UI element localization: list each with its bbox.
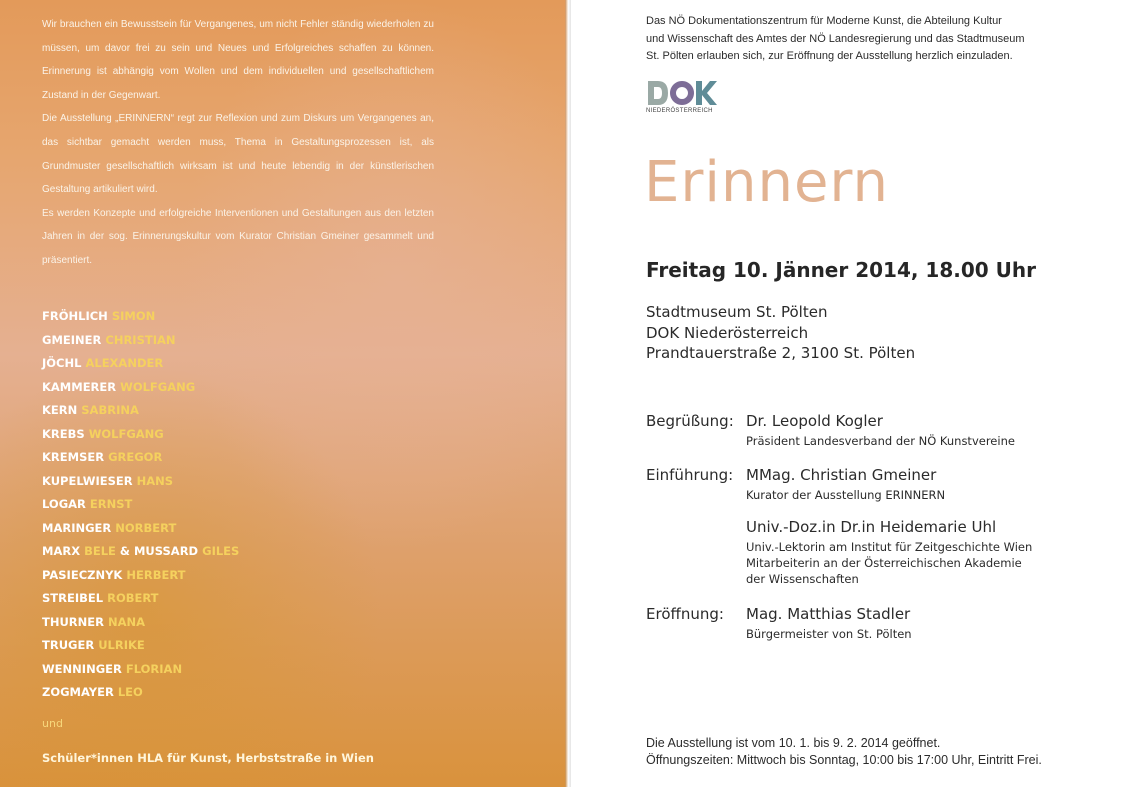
artist-list [42,305,239,705]
footer-line: Öffnungszeiten: Mittwoch bis Sonntag, 10:00 bis 17:00 Uhr, Eintritt Frei. [646,752,1042,767]
header-line: und Wissenschaft des Amtes der NÖ Landesregierung und das Stadtmuseum [646,32,1025,45]
artist-item: THURNER NANA [42,614,146,629]
artist-item: MARINGER NORBERT [42,520,177,535]
artist-item: KAMMERER WOLFGANG [42,379,196,394]
venue-line: Prandtauerstraße 2, 3100 St. Pölten [646,344,916,362]
artist-item: STREIBEL ROBERT [42,591,159,605]
artist-item: MARX BELE & MUSSARD GILES [42,544,240,558]
footer-line: Die Ausstellung ist vom 10. 1. bis 9. 2. 2014 geöffnet. [646,736,941,750]
artist-item: KERN SABRINA [42,403,139,417]
artist-item: PASIECZNYK HERBERT [42,567,186,582]
artist-item: JÖCHL ALEXANDER [42,356,164,370]
intro-paragraph-1: Wir brauchen ein Bewusstsein für Vergangenes, um nicht Fehler ständig wiederholen zu müssen, um davor frei zu sein und Neues und Erfolgreiches schaffen zu können. Erinnerung ist abhängig vom Wollen und dem individuellen und gesellschaftlichem Zustand in der Gegenwart. [42,19,434,101]
speaker-name: Dr. Leopold Kogler [746,412,883,430]
right-panel [571,0,1127,787]
artist-item: FRÖHLICH SIMON [42,309,156,323]
artist-item: KUPELWIESER HANS [42,473,174,488]
artist-item: GMEINER CHRISTIAN [42,332,176,347]
exhibition-title: Erinnern [644,150,889,215]
program-label: Einführung: [646,466,734,484]
artist-item: KREBS WOLFGANG [42,426,164,441]
logo-subtitle: NIEDERÖSTERREICH [646,108,713,114]
artist-item: LOGAR ERNST [42,497,133,511]
artist-item: TRUGER ULRIKE [42,638,145,652]
intro-paragraph-2: Die Ausstellung „ERINNERN“ regt zur Reflexion und zum Diskurs um Vergangenes an, das sichtbar gemacht werden muss, Thema in Gestaltungsprozessen ist, als Grundmuster gesellschaftlich wirksam ist und heute lebendig in der künstlerischen Gestaltung artikuliert wird. [42,113,434,196]
speaker-name: Mag. Matthias Stadler [746,605,911,623]
event-date: Freitag 10. Jänner 2014, 18.00 Uhr [646,258,1036,282]
speaker-role: Bürgermeister von St. Pölten [746,627,912,641]
intro-paragraph-3: Es werden Konzepte und erfolgreiche Interventionen und Gestaltungen aus den letzten Jahren in der sog. Erinnerungskultur vom Kurator Christian Gmeiner gesammelt und präsentiert. [42,207,434,266]
speaker-role: Kurator der Ausstellung ERINNERN [746,488,946,502]
header-line: St. Pölten erlauben sich, zur Eröffnung der Ausstellung herzlich einzuladen. [646,50,1013,62]
intro-text [42,13,434,273]
speaker-name: MMag. Christian Gmeiner [746,466,937,484]
speaker-role: Univ.-Lektorin am Institut für Zeitgeschichte Wien Mitarbeiterin an der Österreichischen Akademie der Wissenschaften [746,540,1033,586]
venue-line: Stadtmuseum St. Pölten [646,303,828,321]
opening-info [646,735,1042,768]
artist-item: WENNINGER FLORIAN [42,661,183,676]
venue-line: DOK Niederösterreich [646,323,809,342]
und-text: und [42,717,63,730]
artist-item: ZOGMAYER LEO [42,685,143,699]
speaker-name: Univ.-Doz.in Dr.in Heidemarie Uhl [746,518,997,536]
school-credit: Schüler*innen HLA für Kunst, Herbststraße in Wien [42,751,374,765]
artist-item: KREMSER GREGOR [42,450,163,464]
dok-logo [646,78,718,112]
speaker-role: Präsident Landesverband der NÖ Kunstvereine [746,434,1015,448]
venue-address [646,302,915,364]
program-label: Begrüßung: [646,412,734,430]
program-label: Eröffnung: [646,605,724,623]
invitation-header [646,13,1086,66]
dok-logo-mark [646,78,718,108]
header-line: Das NÖ Dokumentationszentrum für Moderne Kunst, die Abteilung Kultur [646,15,1002,27]
